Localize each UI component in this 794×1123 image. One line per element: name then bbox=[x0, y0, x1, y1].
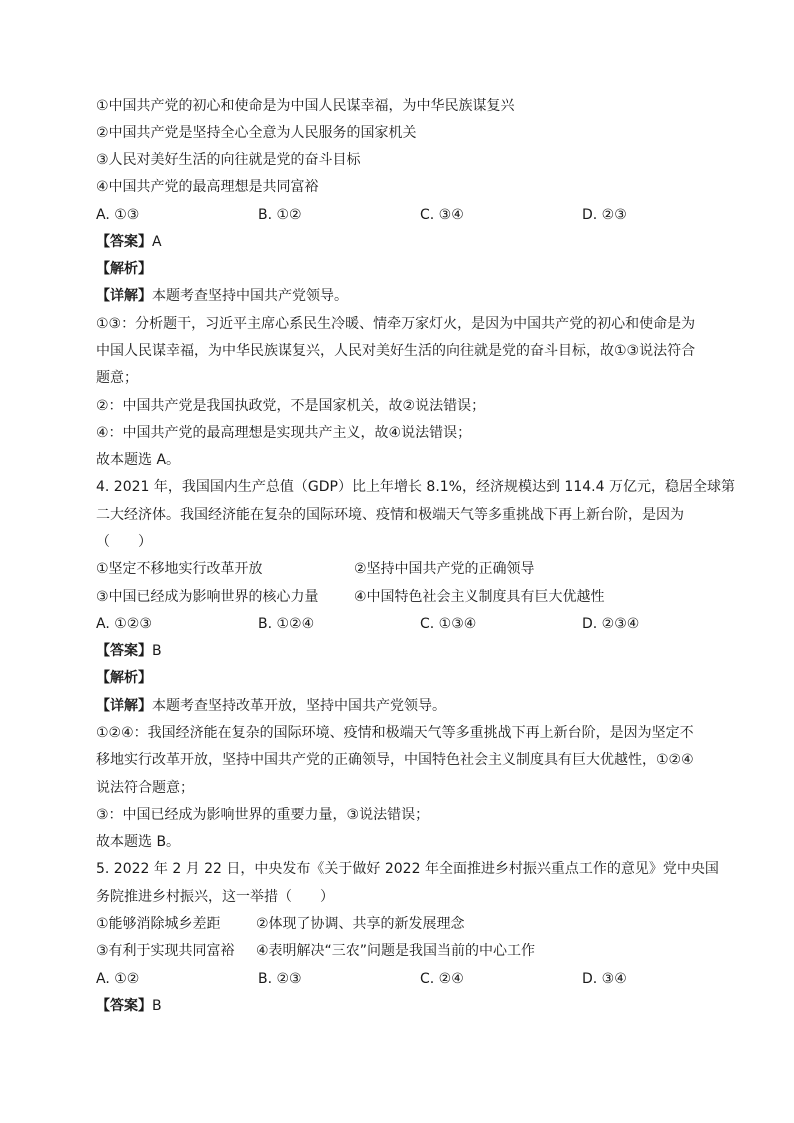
q4-option-b: B. ①②④ bbox=[258, 616, 315, 632]
q3-answer-line bbox=[96, 232, 162, 252]
q3-explain-2: 中国人民谋幸福，为中华民族谋复兴，人民对美好生活的向往就是党的奋斗目标，故①③说法符合 bbox=[96, 343, 696, 359]
q4-answer: B bbox=[152, 643, 162, 659]
q3-explain-4: ②：中国共产党是我国执政党，不是国家机关，故②说法错误； bbox=[96, 398, 486, 414]
q3-item-4: ④中国共产党的最高理想是共同富裕 bbox=[96, 179, 319, 195]
q5-option-a: A. ①② bbox=[96, 971, 140, 987]
q5-item-3: ③有利于实现共同富裕 bbox=[96, 943, 235, 959]
q4-detail-intro: 本题考查坚持改革开放，坚持中国共产党领导。 bbox=[152, 698, 446, 714]
q3-answer: A bbox=[152, 234, 162, 250]
q5-option-d: D. ③④ bbox=[582, 971, 627, 987]
q3-option-d: D. ②③ bbox=[582, 207, 627, 223]
q5-option-c: C. ②④ bbox=[420, 971, 464, 987]
q5-item-4: ④表明解决“三农”问题是我国当前的中心工作 bbox=[256, 943, 536, 959]
q5-answer-line bbox=[96, 996, 162, 1016]
analysis-tag: 【 解析 】 bbox=[96, 670, 152, 686]
q5-answer: B bbox=[152, 998, 162, 1014]
q4-item-2: ②坚持中国共产党的正确领导 bbox=[354, 561, 535, 577]
q3-explain-1: ①③：分析题干，习近平主席心系民生冷暖、情牵万家灯火，是因为中国共产党的初心和使命是为 bbox=[96, 316, 696, 332]
q4-stem-2: 二大经济体。我国经济能在复杂的国际环境、疫情和极端天气等多重挑战下再上新台阶，是因为 bbox=[96, 507, 684, 523]
q4-explain-3: 说法符合题意； bbox=[96, 780, 194, 796]
q3-conclusion: 故本题选 A。 bbox=[96, 452, 181, 468]
q3-explain-5: ④：中国共产党的最高理想是实现共产主义，故④说法错误； bbox=[96, 425, 472, 441]
q4-explain-1: ①②④：我国经济能在复杂的国际环境、疫情和极端天气等多重挑战下再上新台阶，是因为坚定不 bbox=[96, 725, 694, 741]
q3-detail-intro: 本题考查坚持中国共产党领导。 bbox=[152, 288, 348, 304]
q3-analysis-line bbox=[96, 259, 152, 279]
q5-item-1: ①能够消除城乡差距 bbox=[96, 916, 221, 932]
answer-tag: 【 答案 】 bbox=[96, 998, 152, 1014]
q3-detail-line bbox=[96, 286, 348, 306]
q4-answer-line bbox=[96, 641, 162, 661]
q4-item-1: ①坚定不移地实行改革开放 bbox=[96, 561, 263, 577]
q4-stem-3: （ ） bbox=[96, 534, 152, 550]
q3-explain-3: 题意； bbox=[96, 370, 138, 386]
q3-item-2: ②中国共产党是坚持全心全意为人民服务的国家机关 bbox=[96, 125, 417, 141]
q3-item-1: ①中国共产党的初心和使命是为中国人民谋幸福，为中华民族谋复兴 bbox=[96, 98, 515, 114]
q5-stem-2: 务院推进乡村振兴，这一举措（ ） bbox=[96, 889, 334, 905]
q4-option-d: D. ②③④ bbox=[582, 616, 640, 632]
q4-explain-4: ③：中国已经成为影响世界的重要力量，③说法错误； bbox=[96, 807, 430, 823]
q4-analysis-line bbox=[96, 668, 152, 688]
q5-option-b: B. ②③ bbox=[258, 971, 302, 987]
q3-option-b: B. ①② bbox=[258, 207, 302, 223]
q5-stem-1: 5. 2022 年 2 月 22 日，中央发布《关于做好 2022 年全面推进乡村振兴重点工作的意见》党中央国 bbox=[96, 861, 719, 877]
q4-option-a: A. ①②③ bbox=[96, 616, 152, 632]
q4-item-3: ③中国已经成为影响世界的核心力量 bbox=[96, 589, 319, 605]
detail-tag: 【 详解 】 bbox=[96, 698, 152, 714]
q4-conclusion: 故本题选 B。 bbox=[96, 834, 181, 850]
q4-stem-1: 4. 2021 年，我国国内生产总值（GDP）比上年增长 8.1%，经济规模达到 114.4 万亿元，稳居全球第 bbox=[96, 479, 735, 495]
q3-option-a: A. ①③ bbox=[96, 207, 140, 223]
q3-option-c: C. ③④ bbox=[420, 207, 464, 223]
answer-tag: 【 答案 】 bbox=[96, 234, 152, 250]
q3-item-3: ③人民对美好生活的向往就是党的奋斗目标 bbox=[96, 152, 361, 168]
q4-explain-2: 移地实行改革开放，坚持中国共产党的正确领导，中国特色社会主义制度具有巨大优越性，①②④ bbox=[96, 752, 694, 768]
q4-option-c: C. ①③④ bbox=[420, 616, 477, 632]
q4-detail-line bbox=[96, 696, 446, 716]
q4-item-4: ④中国特色社会主义制度具有巨大优越性 bbox=[354, 589, 605, 605]
analysis-tag: 【 解析 】 bbox=[96, 261, 152, 277]
answer-tag: 【 答案 】 bbox=[96, 643, 152, 659]
q5-item-2: ②体现了协调、共享的新发展理念 bbox=[256, 916, 465, 932]
detail-tag: 【 详解 】 bbox=[96, 288, 152, 304]
